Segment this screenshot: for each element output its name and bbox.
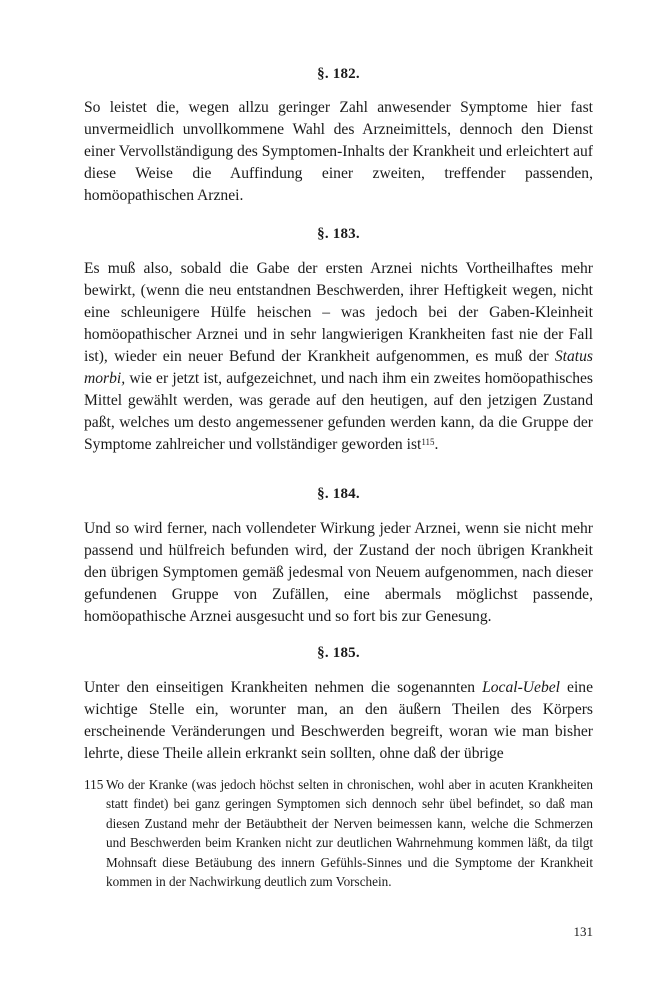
section-heading-183: §. 183.: [317, 226, 360, 242]
footnote-text: Wo der Kranke (was jedoch höchst selten in chronischen, wohl aber in acuten Krankheiten statt findet) bei ganz geringen Symptomen sich dennoch sehr übel befindet, so daß man diesen Zustand mehr der Betäubtheit der Nerven beimessen kann, welche die Schmerzen und Beschwerden beim Kranken nicht zur deutlichen Wahrnehmung kommen läßt, da tilgt Mohnsaft diese Betäubung des innern Gefühls-Sinnes und die Symptome der Krankheit kommen in der Nachwirkung deutlich zum Vorschein.: [106, 777, 593, 890]
footnote: [84, 775, 593, 891]
book-page: [84, 0, 593, 990]
section-paragraph-185: [84, 677, 593, 765]
paragraph-text: Unter den einseitigen Krankheiten nehmen die sogenannten: [84, 679, 483, 696]
section-heading-182: §. 182.: [317, 66, 360, 82]
italic-term: Status morbi,: [84, 348, 593, 387]
section-paragraph-184: Und so wird ferner, nach vollendeter Wirkung jeder Arznei, wenn sie nicht mehr passend und hülfreich befunden wird, der Zustand der noch übrigen Krankheit den übrigen Symptomen gemäß jedesmal von Neuem aufgenommen, nach dieser gefundenen Gruppe von Zufällen, eine abermals möglichst passende, homöopathische Arznei ausgesucht und so fort bis zur Genesung.: [84, 520, 593, 625]
paragraph-text: wie er jetzt ist, aufgezeichnet, und nach ihm ein zweites homöopathisches Mittel gewählt werden, was gerade auf den heutigen, auf den jetzigen Zustand paßt, welches um desto angemessener gefunden werden kann, da die Gruppe der Symptome zahlreicher und vollständiger geworden ist: [84, 370, 593, 453]
footnote-number: 115: [84, 777, 104, 792]
section-paragraph-183: [84, 258, 593, 456]
section-heading-185: §. 185.: [317, 645, 360, 661]
footnote-reference[interactable]: 115: [421, 437, 435, 447]
paragraph-text: Es muß also, sobald die Gabe der ersten Arznei nichts Vortheilhaftes mehr bewirkt, (wenn die neu entstandnen Beschwerden, ihrer Heftigkeit wegen, nicht eine schleunigere Hülfe heischen – was jedoch bei der Gaben-Kleinheit homöopathischer Arznei und in sehr langwierigen Krankheiten fast nie der Fall ist), wieder ein neuer Befund der Krankheit aufgenommen, es muß der: [84, 260, 593, 365]
section-heading-184: §. 184.: [317, 486, 360, 502]
section-paragraph-182: So leistet die, wegen allzu geringer Zahl anwesender Symptome hier fast unvermeidlich unvollkommene Wahl des Arzneimittels, dennoch den Dienst einer Vervollständigung des Symptomen-Inhalts der Krankheit und erleichtert auf diese Weise die Auffindung einer zweiten, treffender passenden, homöopathischen Arznei.: [84, 99, 593, 204]
paragraph-text: eine wichtige Stelle ein, worunter man, an den äußern Theilen des Körpers erscheinende Veränderungen und Beschwerden begreift, woran wie man bisher lehrte, diese Theile allein erkrankt sein sollten, ohne daß der übrige: [84, 679, 593, 762]
paragraph-text: .: [434, 436, 439, 453]
italic-term: Local-Uebel: [482, 679, 561, 696]
page-number: 131: [573, 924, 593, 939]
